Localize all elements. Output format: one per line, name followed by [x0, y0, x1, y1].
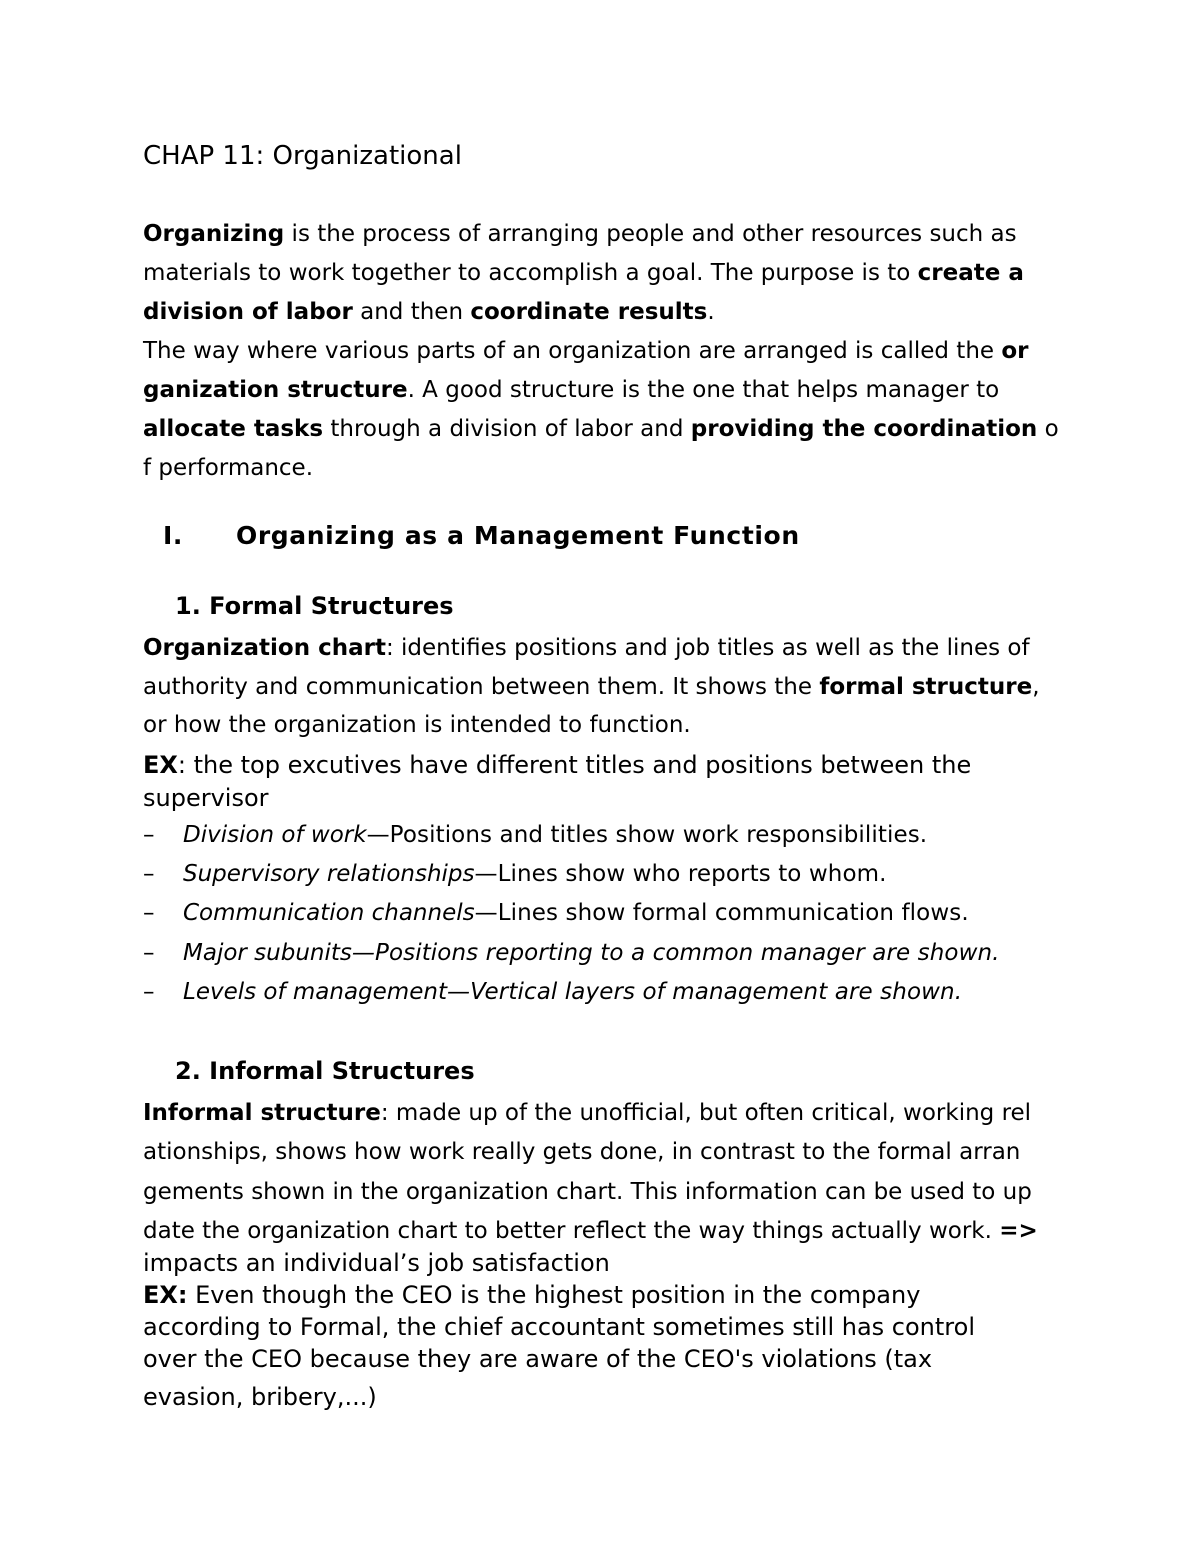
informal-example-line-3: over the CEO because they are aware of the CEO's violations (tax	[143, 1345, 933, 1373]
informal-line-3: gements shown in the organization chart. This information can be used to up	[143, 1179, 1032, 1205]
bullet-text: —Lines show who reports to whom.	[474, 861, 887, 887]
intro-line-5	[143, 375, 999, 405]
informal-example-line-1	[143, 1280, 920, 1310]
formal-line-2	[143, 672, 1040, 702]
bullet-term: Division of work	[183, 822, 367, 848]
term-organizing: Organizing	[143, 221, 285, 247]
intro-text: through a division of labor and	[323, 416, 691, 442]
informal-example-line-4: evasion, bribery,...)	[143, 1383, 377, 1411]
example-label: EX:	[143, 1281, 188, 1309]
bullet-term: Supervisory relationships	[183, 861, 475, 887]
informal-line-1	[143, 1098, 1031, 1128]
intro-line-1	[143, 219, 1017, 249]
example-label: EX	[143, 751, 178, 779]
intro-line-7: f performance.	[143, 455, 314, 481]
formal-text: ,	[1032, 674, 1040, 700]
term-create: create a	[917, 260, 1024, 286]
formal-text: authority and communication between them. It shows the	[143, 674, 820, 700]
formal-example-line-2: supervisor	[143, 784, 269, 812]
formal-line-1	[143, 633, 1030, 663]
formal-heading: 1. Formal Structures	[175, 592, 454, 620]
term-division-of-labor: division of labor	[143, 299, 353, 325]
intro-line-3	[143, 297, 715, 327]
example-text: : the top excutives have different titles and positions between the	[177, 751, 972, 779]
bullet-item	[143, 977, 962, 1007]
bullet-item	[143, 938, 1000, 968]
bullet-text: —Positions and titles show work responsibilities.	[366, 822, 928, 848]
term-or: or	[1001, 338, 1029, 364]
bullet-text: —Vertical layers of management are shown.	[446, 979, 963, 1005]
dash-bullet: –	[143, 861, 155, 887]
bullet-term: Communication channels	[183, 900, 475, 926]
intro-text: . A good structure is the one that helps manager to	[407, 377, 1000, 403]
bullet-text: —Positions reporting to a common manager are shown.	[351, 940, 1000, 966]
bullet-term: Major subunits	[183, 940, 352, 966]
arrow-symbol: =>	[999, 1218, 1038, 1244]
dash-bullet: –	[143, 940, 155, 966]
bullet-item	[143, 898, 969, 928]
section-number: I.	[163, 521, 183, 550]
informal-line-4	[143, 1216, 1038, 1246]
intro-text: is the process of arranging people and other resources such as	[284, 221, 1017, 247]
dash-bullet: –	[143, 979, 155, 1005]
term-informal-structure: Informal structure	[143, 1100, 381, 1126]
intro-text: o	[1037, 416, 1059, 442]
dash-bullet: –	[143, 900, 155, 926]
informal-example-line-2: according to Formal, the chief accountant sometimes still has control	[143, 1313, 975, 1341]
informal-text: date the organization chart to better reflect the way things actually work.	[143, 1218, 1000, 1244]
intro-line-6	[143, 414, 1059, 444]
informal-heading: 2. Informal Structures	[175, 1057, 475, 1085]
formal-text: : identifies positions and job titles as well as the lines of	[385, 635, 1030, 661]
formal-line-3: or how the organization is intended to function.	[143, 712, 691, 738]
intro-text: .	[707, 299, 715, 325]
term-ganization-structure: ganization structure	[143, 377, 408, 403]
term-formal-structure: formal structure	[819, 674, 1033, 700]
intro-text: The way where various parts of an organization are arranged is called the	[143, 338, 1002, 364]
formal-example-line-1	[143, 750, 971, 780]
intro-text: and then	[352, 299, 471, 325]
informal-line-5: impacts an individual’s job satisfaction	[143, 1249, 610, 1277]
term-providing-coordination: providing the coordination	[690, 416, 1038, 442]
dash-bullet: –	[143, 822, 155, 848]
chapter-title: CHAP 11: Organizational	[143, 141, 462, 171]
informal-line-2: ationships, shows how work really gets done, in contrast to the formal arran	[143, 1139, 1021, 1165]
term-coordinate-results: coordinate results	[470, 299, 708, 325]
intro-line-2	[143, 258, 1024, 288]
section-heading	[163, 521, 183, 551]
section-title: Organizing as a Management Function	[236, 521, 800, 550]
term-organization-chart: Organization chart	[143, 635, 386, 661]
bullet-term: Levels of management	[183, 979, 447, 1005]
term-allocate-tasks: allocate tasks	[143, 416, 324, 442]
bullet-item	[143, 859, 887, 889]
informal-text: : made up of the unofficial, but often critical, working rel	[380, 1100, 1032, 1126]
bullet-item	[143, 820, 927, 850]
example-text: Even though the CEO is the highest position in the company	[187, 1281, 921, 1309]
intro-text: materials to work together to accomplish a goal. The purpose is to	[143, 260, 918, 286]
intro-line-4	[143, 336, 1029, 366]
bullet-text: —Lines show formal communication flows.	[474, 900, 969, 926]
